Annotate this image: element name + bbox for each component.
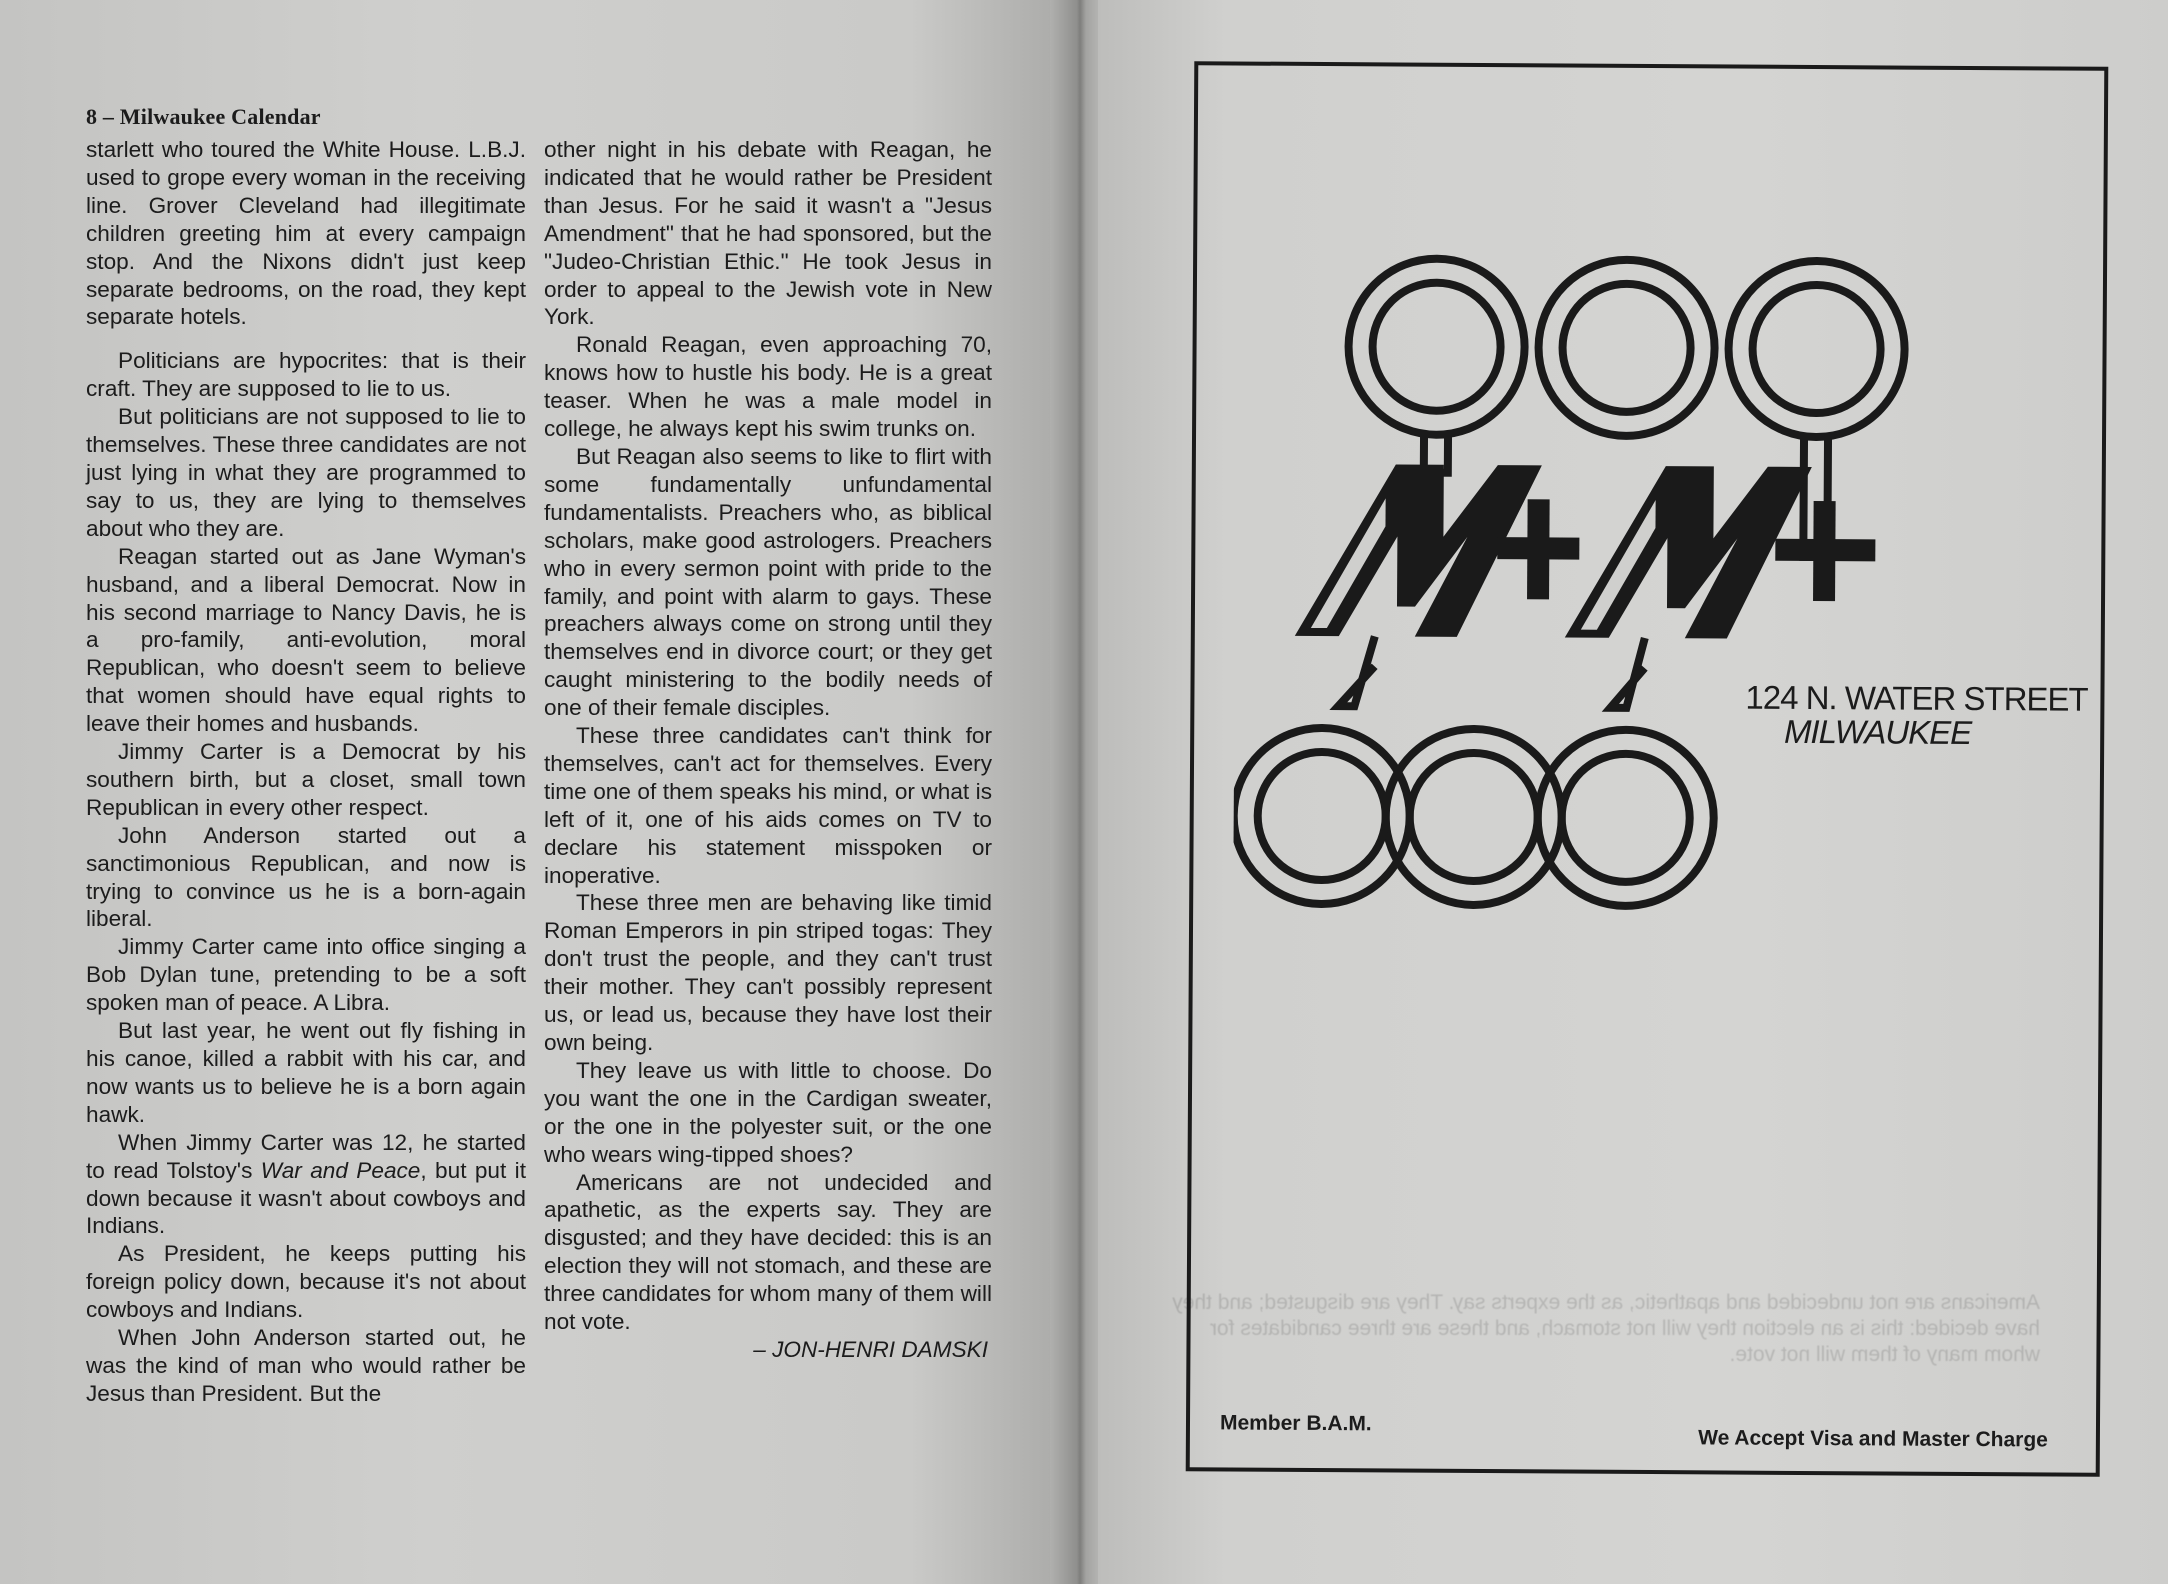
paragraph: Ronald Reagan, even approaching 70, knows how to hustle his body. He is a great teaser. When he was a male model in college, he always kept his swim trunks on. <box>544 332 992 442</box>
paragraph: Reagan started out as Jane Wyman's husband, and a liberal Democrat. Now in his second marriage to Nancy Davis, he is a pro-family, anti-evolution, moral Republican, who doesn't seem to believe that women should have equal rights to leave their homes and husbands. <box>86 543 526 737</box>
article-column-1 <box>86 136 526 1408</box>
mm-logo-icon <box>1233 235 2088 960</box>
article-column-2 <box>544 136 992 1364</box>
paragraph: As President, he keeps putting his foreign policy down, because it's not about cowboys and Indians. <box>86 1241 526 1323</box>
author-signature: – JON-HENRI DAMSKI <box>753 1336 988 1362</box>
paragraph-tolstoy <box>86 1129 526 1241</box>
membership-note: Member B.A.M. <box>1219 1411 1372 1436</box>
running-head: 8 – Milwaukee Calendar <box>86 104 321 129</box>
paragraph: other night in his debate with Reagan, he indicated that he would rather be President than Jesus. For he said it wasn't a "Jesus Amendment" that he had sponsored, but the "Judeo-Christian Ethic." He took Jesus in order to appeal to the Jewish vote in New York. <box>544 137 992 330</box>
text-run: , but put it down because it wasn't about cowboys and Indians. <box>86 1157 526 1239</box>
paragraph: starlett who toured the White House. L.B.J. used to grope every woman in the receiving line. Grover Cleveland had illegitimate children greeting him at every campaign stop. And the Nixons didn't just keep separate bedrooms, on the road, they kept separate hotels. <box>86 137 526 330</box>
paragraph: But politicians are not supposed to lie to themselves. These three candidates are not just lying in what they are programmed to say to us, they are lying to themselves about who they are. <box>86 404 526 541</box>
paragraph: These three candidates can't think for themselves, can't act for themselves. Every time one of them speaks his mind, or what is left of it, one of his aids comes on TV to declare his statement misspoken or inoperative. <box>544 723 992 888</box>
advertisement <box>1186 61 2109 1477</box>
paragraph: They leave us with little to choose. Do you want the one in the Cardigan sweater, or the one in the polyester suit, or the one who wears wing-tipped shoes? <box>544 1057 992 1167</box>
paragraph: But Reagan also seems to like to flirt with some fundamentally unfundamental fundamentalists. Preachers who, as biblical scholars, make good astrologers. Preachers who in every sermon point with pride to the family, and point with alarm to gays. These preachers always come on strong until they themselves end in divorce court; or they get caught ministering to the bodily needs of one of their female disciples. <box>544 443 992 721</box>
paragraph: But last year, he went out fly fishing in his canoe, killed a rabbit with his car, and now wants us to believe he is a born again hawk. <box>86 1018 526 1127</box>
payment-note: We Accept Visa and Master Charge <box>1698 1426 2048 1452</box>
address-street: 124 N. WATER STREET <box>1745 678 2088 718</box>
paragraph: Jimmy Carter came into office singing a Bob Dylan tune, pretending to be a soft spoken man of peace. A Libra. <box>86 934 526 1016</box>
store-address <box>1745 678 2088 751</box>
address-city: MILWAUKEE <box>1783 712 1972 751</box>
paragraph: Jimmy Carter is a Democrat by his southern birth, but a closet, small town Republican in every other respect. <box>86 739 526 820</box>
paragraph: These three men are behaving like timid Roman Emperors in pin striped togas: They don't trust the people, and they can't trust their mother. They can't possibly represent us, or lead us, because they have lost their own being. <box>544 890 992 1055</box>
book-title: War and Peace <box>260 1157 421 1183</box>
left-page <box>0 0 1070 1584</box>
paragraph: Americans are not undecided and apathetic, as the experts say. They are disgusted; and they have decided: this is an election they will not stomach, and these are three candidates for whom many of them will not vote. <box>544 1169 992 1335</box>
paragraph: John Anderson started out a sanctimonious Republican, and now is trying to convince us he is a born-again liberal. <box>86 822 526 932</box>
paragraph: When John Anderson started out, he was the kind of man who would rather be Jesus than President. But the <box>86 1325 526 1406</box>
text-run: When Jimmy Carter was 12, he started to read Tolstoy's <box>86 1129 526 1183</box>
paragraph: Politicians are hypocrites: that is their craft. They are supposed to lie to us. <box>86 348 526 402</box>
